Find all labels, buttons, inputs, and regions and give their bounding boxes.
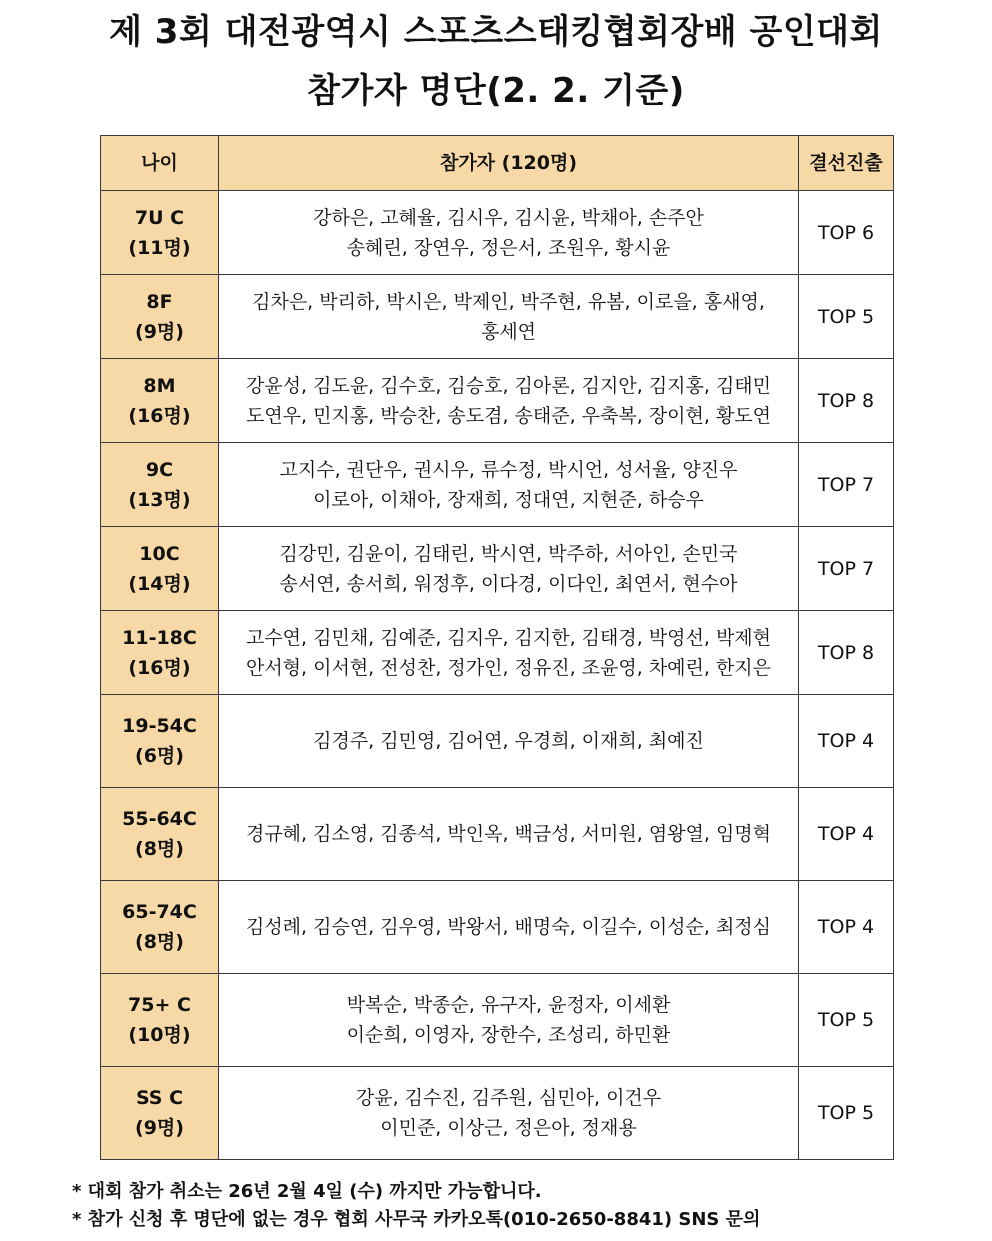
table-row: [101, 695, 894, 788]
table-header-row: [101, 136, 894, 191]
finals-cell: TOP 4: [799, 695, 894, 788]
participant-names-line: 강윤성, 김도윤, 김수호, 김승호, 김아론, 김지안, 김지홍, 김태민: [245, 374, 772, 397]
age-cell: [101, 359, 219, 443]
table-row: [101, 881, 894, 974]
participant-count: (10명): [128, 1024, 191, 1046]
participant-names-line: 강윤, 김수진, 김주원, 심민아, 이건우: [355, 1087, 662, 1109]
table-row: [101, 275, 894, 359]
participant-names-line: 송서연, 송서희, 워정후, 이다경, 이다인, 최연서, 현수아: [279, 572, 738, 595]
participants-cell: [219, 527, 799, 611]
participant-count: (13명): [128, 488, 191, 511]
table-body: [101, 191, 894, 1160]
participants-cell: [219, 359, 799, 443]
age-category: 8M: [143, 374, 176, 397]
participant-names-line: 경규혜, 김소영, 김종석, 박인옥, 백금성, 서미원, 염왕열, 임명혁: [245, 823, 772, 845]
finals-cell: TOP 8: [799, 611, 894, 695]
table-row: [101, 527, 894, 611]
participants-cell: [219, 695, 799, 788]
finals-cell: TOP 8: [799, 359, 894, 443]
table-row: [101, 191, 894, 275]
age-category: 75+ C: [128, 994, 191, 1016]
participant-count: (11명): [128, 236, 191, 259]
age-category: 55-64C: [122, 808, 197, 830]
age-category: SS C: [135, 1087, 184, 1109]
title-line-2: 참가자 명단(2. 2. 기준): [307, 71, 685, 111]
participants-cell: [219, 611, 799, 695]
age-cell: [101, 191, 219, 275]
participant-names-line: 이로아, 이채아, 장재희, 정대연, 지현준, 하승우: [313, 488, 704, 511]
participant-names-line: 김강민, 김윤이, 김태린, 박시연, 박주하, 서아인, 손민국: [279, 542, 738, 565]
table-row: [101, 788, 894, 881]
title-line-1: 제 3회 대전광역시 스포츠스태킹협회장배 공인대회: [109, 12, 883, 52]
participant-names-line: 홍세연: [480, 320, 537, 343]
finals-cell: TOP 5: [799, 275, 894, 359]
age-category: 8F: [146, 290, 173, 313]
participants-cell: [219, 191, 799, 275]
participant-count: (16명): [128, 656, 191, 679]
table-row: [101, 359, 894, 443]
finals-cell: TOP 6: [799, 191, 894, 275]
participant-names-line: 안서형, 이서현, 전성찬, 정가인, 정유진, 조윤영, 차예린, 한지은: [245, 656, 772, 679]
finals-cell: TOP 5: [799, 974, 894, 1067]
age-cell: [101, 1067, 219, 1160]
participant-names-line: 김차은, 박리하, 박시은, 박제인, 박주현, 유봄, 이로을, 홍새영,: [252, 290, 765, 313]
table-row: [101, 611, 894, 695]
participant-names-line: 이민준, 이상근, 정은아, 정재용: [380, 1117, 637, 1139]
participant-names-line: 도연우, 민지홍, 박승찬, 송도겸, 송태준, 우축복, 장이현, 황도연: [245, 404, 772, 427]
participant-count: (8명): [135, 838, 184, 860]
finals-cell: TOP 7: [799, 443, 894, 527]
age-cell: [101, 527, 219, 611]
footnote-contact: * 참가 신청 후 명단에 없는 경우 협회 사무국 카카오톡(010-2650-8841) SNS 문의: [72, 1209, 761, 1230]
participant-names-line: 박복순, 박종순, 유구자, 윤정자, 이세환: [346, 994, 671, 1016]
participants-cell: [219, 443, 799, 527]
finals-cell: TOP 7: [799, 527, 894, 611]
participants-cell: [219, 275, 799, 359]
participant-names-line: 이순희, 이영자, 장한수, 조성리, 하민환: [346, 1024, 671, 1046]
participant-names-line: 김경주, 김민영, 김어연, 우경희, 이재희, 최예진: [313, 730, 704, 752]
participant-count: (9명): [135, 1117, 184, 1139]
participant-count: (14명): [128, 572, 191, 595]
participant-count: (9명): [135, 320, 184, 343]
participant-names-line: 김성례, 김승연, 김우영, 박왕서, 배명숙, 이길수, 이성순, 최정심: [245, 916, 772, 938]
finals-cell: TOP 5: [799, 1067, 894, 1160]
age-category: 19-54C: [122, 715, 197, 737]
participants-cell: [219, 1067, 799, 1160]
table-row: [101, 974, 894, 1067]
participant-table: [100, 135, 894, 1160]
header-age: 나이: [101, 136, 219, 191]
age-cell: [101, 611, 219, 695]
table-row: [101, 1067, 894, 1160]
participants-cell: [219, 881, 799, 974]
age-category: 10C: [139, 542, 180, 565]
age-category: 11-18C: [122, 626, 197, 649]
age-category: 9C: [145, 458, 174, 481]
participants-cell: [219, 788, 799, 881]
age-cell: [101, 881, 219, 974]
participant-names-line: 고수연, 김민채, 김예준, 김지우, 김지한, 김태경, 박영선, 박제현: [245, 626, 772, 649]
age-category: 7U C: [134, 206, 185, 229]
age-cell: [101, 695, 219, 788]
participant-names-line: 송혜린, 장연우, 정은서, 조원우, 황시윤: [346, 236, 671, 259]
age-cell: [101, 788, 219, 881]
footnote-cancel: * 대회 참가 취소는 26년 2월 4일 (수) 까지만 가능합니다.: [72, 1181, 542, 1202]
finals-cell: TOP 4: [799, 881, 894, 974]
participant-names-line: 강하은, 고혜율, 김시우, 김시윤, 박채아, 손주안: [313, 206, 704, 229]
table-row: [101, 443, 894, 527]
header-participants: 참가자 (120명): [219, 136, 799, 191]
header-finals: 결선진출: [799, 136, 894, 191]
participant-count: (8명): [135, 931, 184, 953]
age-cell: [101, 974, 219, 1067]
finals-cell: TOP 4: [799, 788, 894, 881]
participants-cell: [219, 974, 799, 1067]
age-category: 65-74C: [122, 901, 197, 923]
age-cell: [101, 275, 219, 359]
age-cell: [101, 443, 219, 527]
participant-count: (6명): [135, 745, 184, 767]
participant-names-line: 고지수, 권단우, 권시우, 류수정, 박시언, 성서율, 양진우: [279, 458, 738, 481]
participant-count: (16명): [128, 404, 191, 427]
